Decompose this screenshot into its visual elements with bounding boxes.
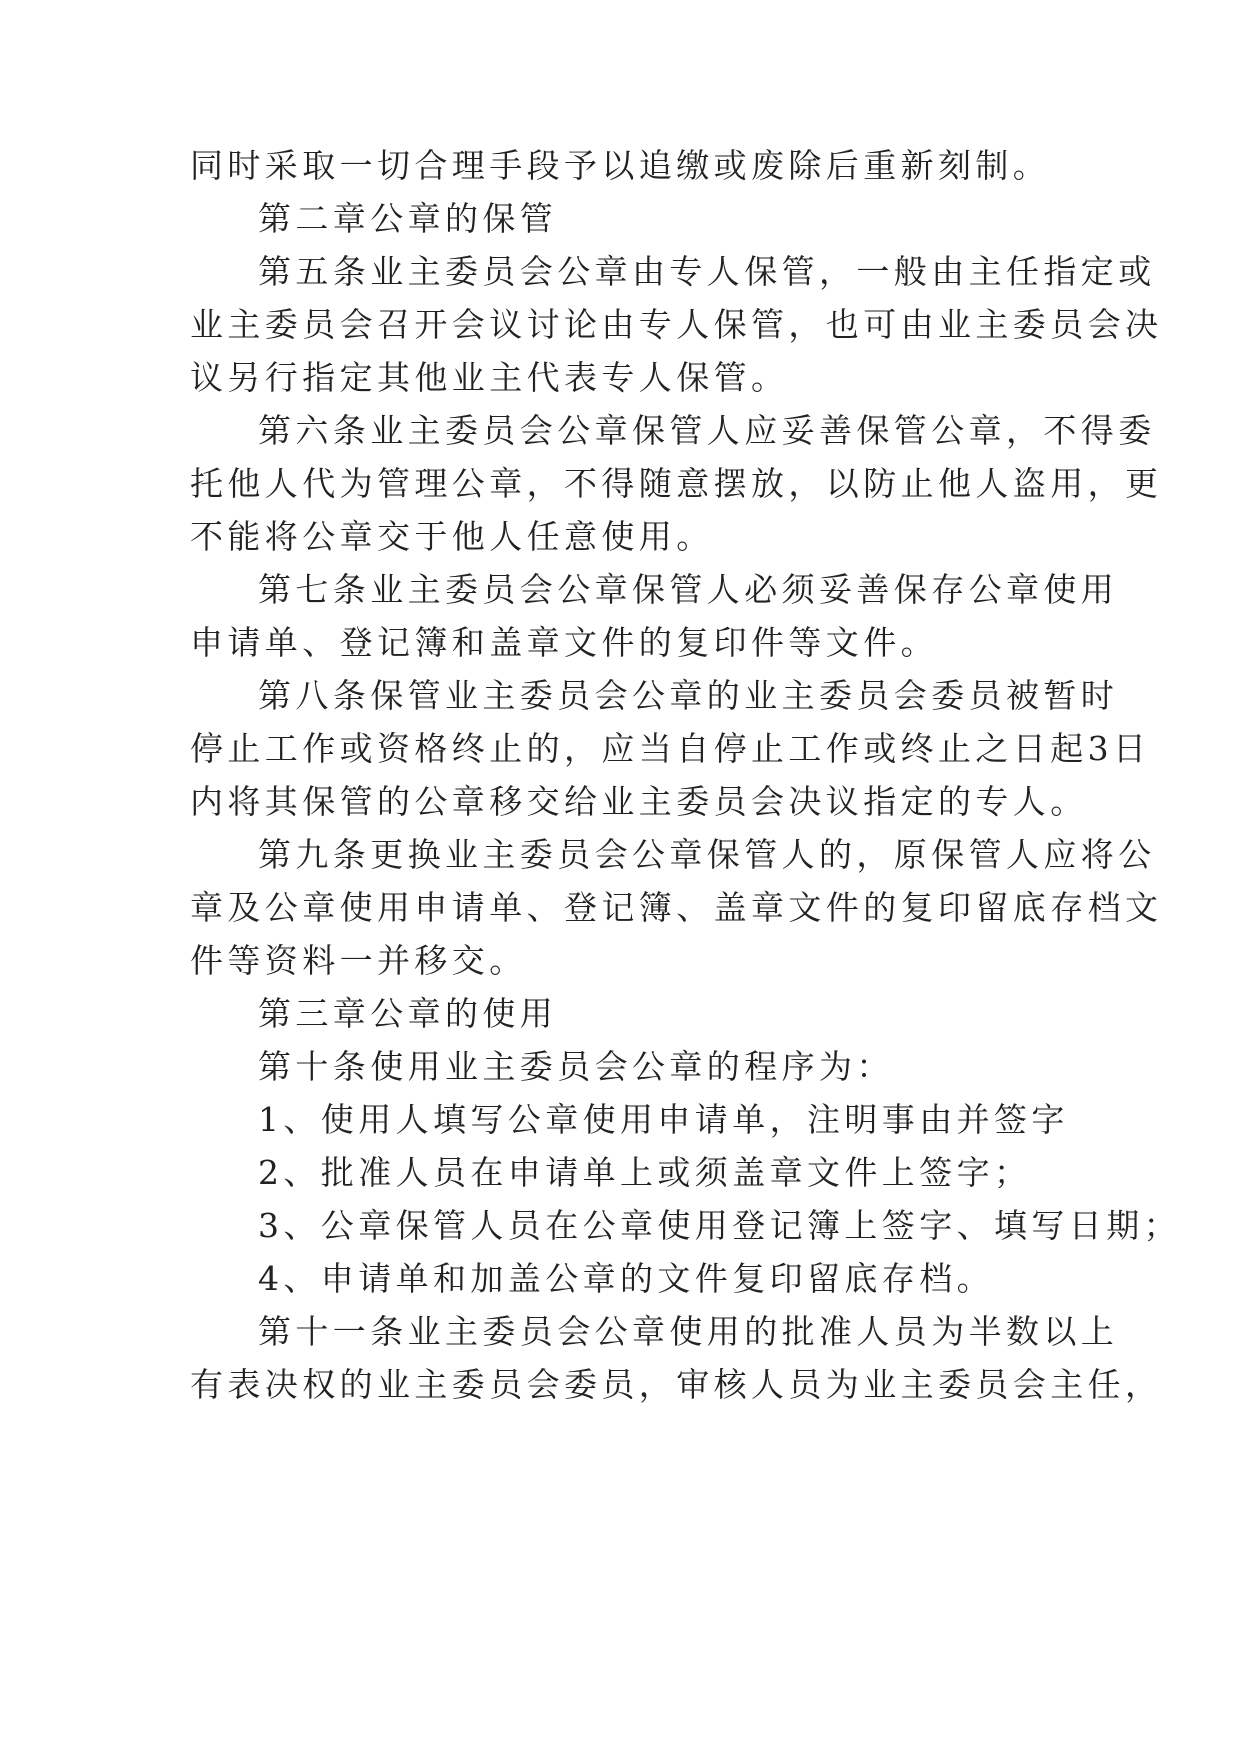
text-line: 第七条业主委员会公章保管人必须妥善保存公章使用	[258, 570, 1119, 609]
text-line: 不能将公章交于他人任意使用。	[190, 517, 714, 556]
list-item: 4、申请单和加盖公章的文件复印留底存档。	[258, 1259, 994, 1298]
text-line: 件等资料一并移交。	[190, 941, 527, 980]
text-line: 停止工作或资格终止的，应当自停止工作或终止之日起3日	[190, 729, 1151, 768]
text-line: 内将其保管的公章移交给业主委员会决议指定的专人。	[190, 782, 1088, 821]
text-line: 第十一条业主委员会公章使用的批准人员为半数以上	[258, 1312, 1119, 1351]
text-line: 第九条更换业主委员会公章保管人的，原保管人应将公	[258, 835, 1156, 874]
chapter-heading: 第二章公章的保管	[258, 199, 558, 238]
text-line: 业主委员会召开会议讨论由专人保管，也可由业主委员会决	[190, 305, 1163, 344]
text-line: 第六条业主委员会公章保管人应妥善保管公章，不得委	[258, 411, 1156, 450]
text-line: 申请单、登记簿和盖章文件的复印件等文件。	[190, 623, 938, 662]
list-item: 2、批准人员在申请单上或须盖章文件上签字；	[258, 1153, 1032, 1192]
text-line: 章及公章使用申请单、登记簿、盖章文件的复印留底存档文	[190, 888, 1163, 927]
list-item: 1、使用人填写公章使用申请单，注明事由并签字	[258, 1100, 1069, 1139]
text-line: 议另行指定其他业主代表专人保管。	[190, 358, 789, 397]
text-line: 第五条业主委员会公章由专人保管，一般由主任指定或	[258, 252, 1156, 291]
text-line: 同时采取一切合理手段予以追缴或废除后重新刻制。	[190, 146, 1051, 185]
text-line: 第十条使用业主委员会公章的程序为：	[258, 1047, 894, 1086]
text-line: 有表决权的业主委员会委员，审核人员为业主委员会主任，	[190, 1365, 1163, 1404]
text-line: 托他人代为管理公章，不得随意摆放，以防止他人盗用，更	[190, 464, 1163, 503]
list-item: 3、公章保管人员在公章使用登记簿上签字、填写日期；	[258, 1206, 1181, 1245]
text-line: 第八条保管业主委员会公章的业主委员会委员被暂时	[258, 676, 1119, 715]
chapter-heading: 第三章公章的使用	[258, 994, 558, 1033]
